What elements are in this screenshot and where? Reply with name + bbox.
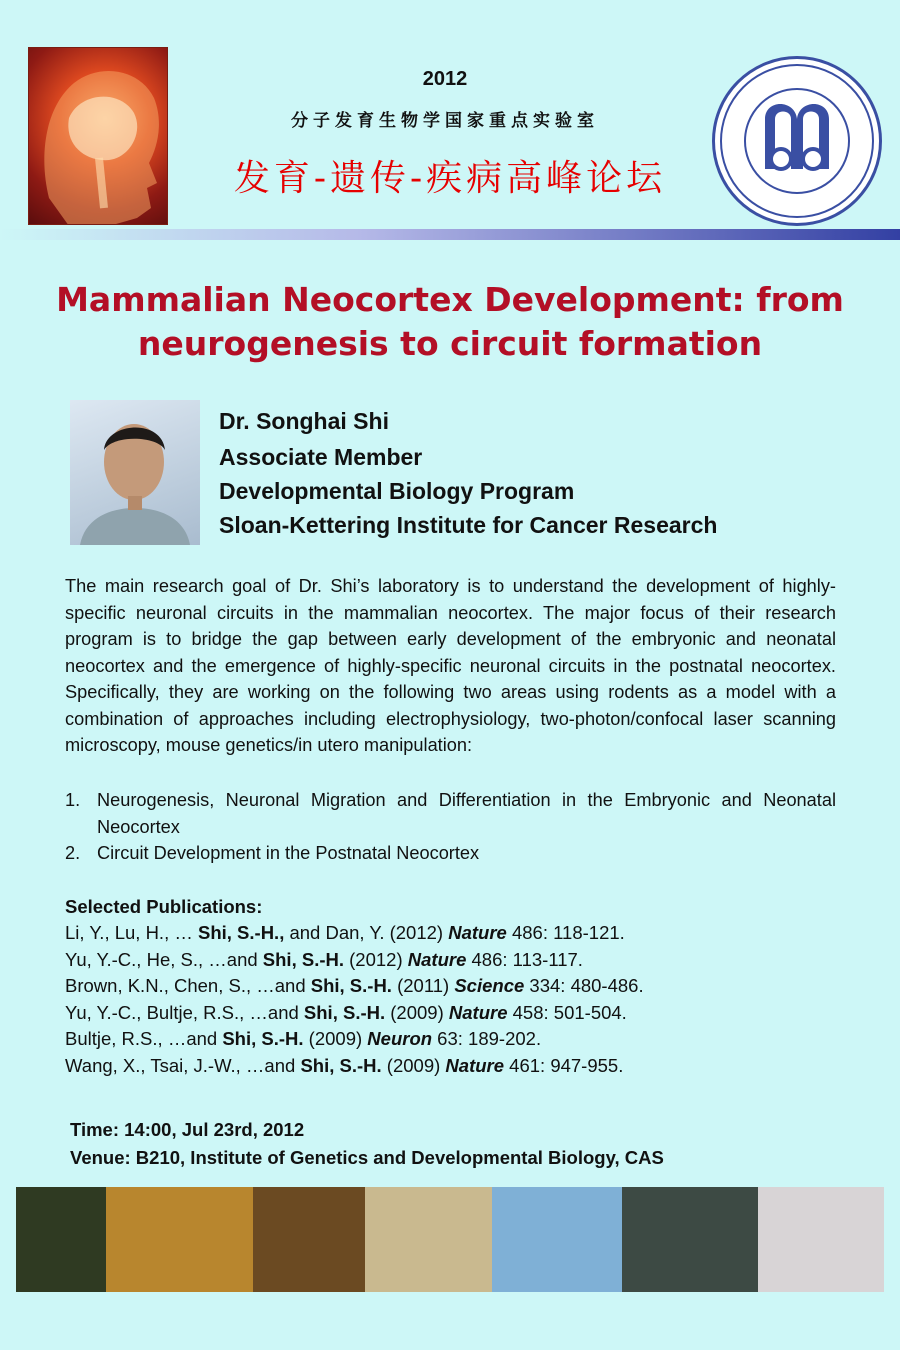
rice-grain-photo bbox=[106, 1187, 253, 1292]
zebrafish-photo bbox=[622, 1187, 758, 1292]
list-item-text: Circuit Development in the Postnatal Neocortex bbox=[97, 843, 480, 863]
speaker-name: Dr. Songhai Shi bbox=[219, 408, 389, 434]
list-item-number: 1. bbox=[65, 790, 81, 810]
talk-title bbox=[40, 278, 860, 366]
list-item bbox=[65, 787, 836, 840]
list-item-number: 2. bbox=[65, 843, 81, 863]
embryo-cells-photo bbox=[253, 1187, 365, 1292]
publication-entry: Yu, Y.-C., He, S., …and Shi, S.-H. (2012) Nature 486: 113-117. bbox=[65, 948, 583, 970]
fruit-fly-photo bbox=[492, 1187, 622, 1292]
talk-title-line-2: neurogenesis to circuit formation bbox=[137, 324, 763, 363]
publication-entry: Brown, K.N., Chen, S., …and Shi, S.-H. (2011) Science 334: 480-486. bbox=[65, 975, 644, 997]
brain-scan-image bbox=[28, 47, 168, 225]
speaker-position: Associate Member bbox=[219, 444, 423, 470]
header-divider bbox=[0, 229, 900, 240]
publication-entry: Li, Y., Lu, H., … Shi, S.-H., and Dan, Y. (2012) Nature 486: 118-121. bbox=[65, 922, 625, 943]
speaker-program: Developmental Biology Program bbox=[219, 478, 575, 504]
lab-name-chinese: 分子发育生物学国家重点实验室 bbox=[291, 111, 599, 131]
mouse-photo bbox=[758, 1187, 884, 1292]
list-item-text: Neurogenesis, Neuronal Migration and Differentiation in the Embryonic and Neonatal Neocortex bbox=[97, 790, 836, 837]
event-time: Time: 14:00, Jul 23rd, 2012 bbox=[70, 1119, 305, 1140]
publications-heading: Selected Publications: bbox=[65, 896, 263, 917]
talk-title-line-1: Mammalian Neocortex Development: from bbox=[56, 280, 844, 319]
nematode-worm-photo bbox=[365, 1187, 492, 1292]
publications-section bbox=[65, 894, 845, 1080]
research-abstract: The main research goal of Dr. Shi’s laboratory is to understand the development of highly-specific neuronal circuits in the mammalian neocortex. The major focus of their research program is to bridge the gap between early development of the embryonic and neonatal neocortex and the emergence of highly-specific neuronal circuits in the postnatal neocortex. Specifically, they are working on the following two areas using rodents as a model with a combination of approaches including electrophysiology, two-photon/confocal laser scanning microscopy, mouse genetics/in utero manipulation: bbox=[65, 576, 836, 755]
event-venue: Venue: B210, Institute of Genetics and Developmental Biology, CAS bbox=[70, 1147, 664, 1168]
publication-entry: Wang, X., Tsai, J.-W., …and Shi, S.-H. (2009) Nature 461: 947-955. bbox=[65, 1054, 624, 1076]
event-details bbox=[70, 1116, 850, 1172]
event-year: 2012 bbox=[422, 68, 468, 90]
forum-title-chinese: 发育-遗传-疾病高峰论坛 bbox=[233, 158, 667, 199]
poster-header bbox=[0, 0, 900, 240]
research-areas-list bbox=[65, 787, 836, 867]
arabidopsis-flower-photo bbox=[16, 1187, 106, 1292]
speaker-institute: Sloan-Kettering Institute for Cancer Research bbox=[219, 512, 718, 538]
speaker-info bbox=[219, 404, 839, 542]
publication-entry: Bultje, R.S., …and Shi, S.-H. (2009) Neuron 63: 189-202. bbox=[65, 1028, 542, 1050]
lab-logo bbox=[712, 56, 882, 226]
publication-entry: Yu, Y.-C., Bultje, R.S., …and Shi, S.-H. (2009) Nature 458: 501-504. bbox=[65, 1001, 627, 1023]
model-organism-image-strip bbox=[16, 1187, 884, 1292]
speaker-photo bbox=[70, 400, 200, 545]
list-item bbox=[65, 840, 836, 867]
